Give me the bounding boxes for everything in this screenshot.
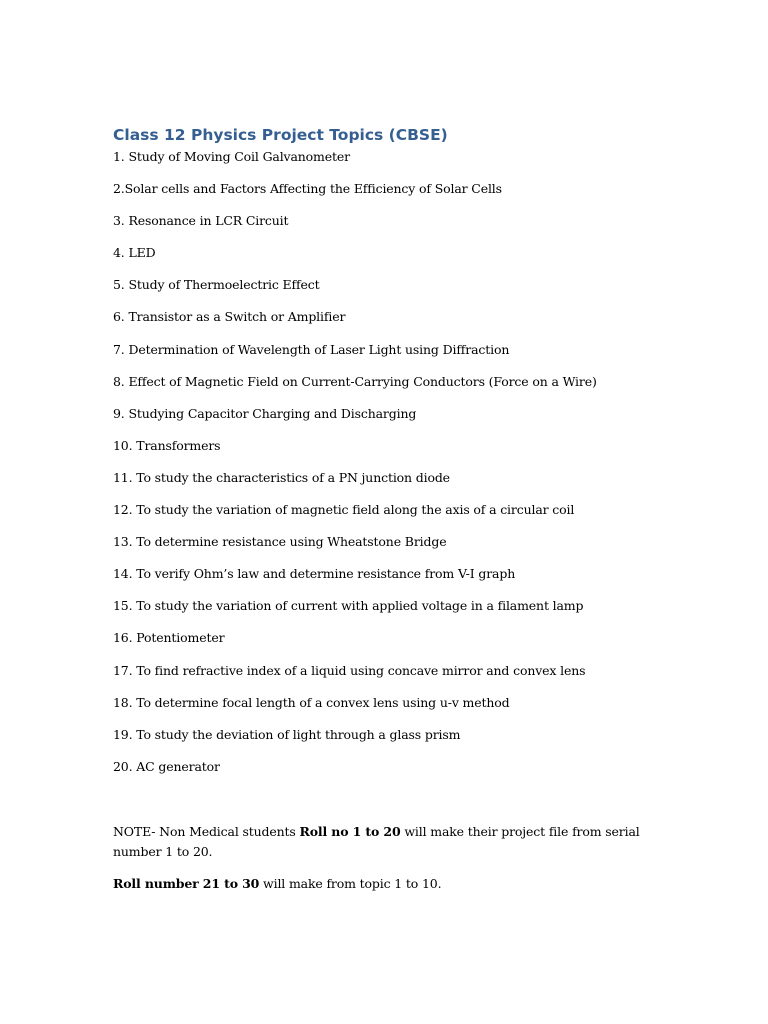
- topic-item: 12. To study the variation of magnetic field along the axis of a circular coil: [113, 502, 575, 518]
- topic-item: 9. Studying Capacitor Charging and Discharging: [113, 405, 417, 421]
- topic-item: 20. AC generator: [113, 758, 220, 774]
- topic-item: 17. To find refractive index of a liquid using concave mirror and convex lens: [113, 662, 586, 678]
- document-title: Class 12 Physics Project Topics (CBSE): [113, 126, 448, 144]
- topic-list: [113, 148, 673, 776]
- note-suffix: will make their project file from serial number 1 to 20.: [113, 824, 640, 859]
- topic-item: 2.Solar cells and Factors Affecting the Efficiency of Solar Cells: [113, 181, 502, 197]
- topic-item: 19. To study the deviation of light through a glass prism: [113, 726, 461, 742]
- note-prefix: NOTE- Non Medical students: [113, 824, 300, 839]
- note-paragraph: [113, 822, 673, 862]
- topic-item: 18. To determine focal length of a convex lens using u-v method: [113, 694, 510, 710]
- topic-item: 8. Effect of Magnetic Field on Current-Carrying Conductors (Force on a Wire): [113, 373, 597, 389]
- note-roll-range: Roll no 1 to 20: [299, 824, 401, 839]
- note2-roll-range: Roll number 21 to 30: [113, 876, 260, 891]
- topic-item: 13. To determine resistance using Wheatstone Bridge: [113, 534, 447, 550]
- topic-item: 3. Resonance in LCR Circuit: [113, 213, 289, 229]
- topic-item: 1. Study of Moving Coil Galvanometer: [113, 149, 350, 164]
- topic-item: 11. To study the characteristics of a PN junction diode: [113, 469, 450, 485]
- topic-item: 4. LED: [113, 245, 156, 261]
- document-body: [113, 124, 673, 891]
- topic-item: 7. Determination of Wavelength of Laser Light using Diffraction: [113, 341, 510, 357]
- topic-item: 6. Transistor as a Switch or Amplifier: [113, 309, 346, 325]
- topic-item: 10. Transformers: [113, 437, 221, 453]
- note2-suffix: will make from topic 1 to 10.: [259, 876, 442, 891]
- topic-item: 5. Study of Thermoelectric Effect: [113, 277, 320, 293]
- topic-item: 15. To study the variation of current with applied voltage in a filament lamp: [113, 598, 584, 614]
- topic-item: 16. Potentiometer: [113, 630, 225, 646]
- note-paragraph-2: [113, 874, 673, 894]
- topic-item: 14. To verify Ohm’s law and determine resistance from V-I graph: [113, 566, 516, 582]
